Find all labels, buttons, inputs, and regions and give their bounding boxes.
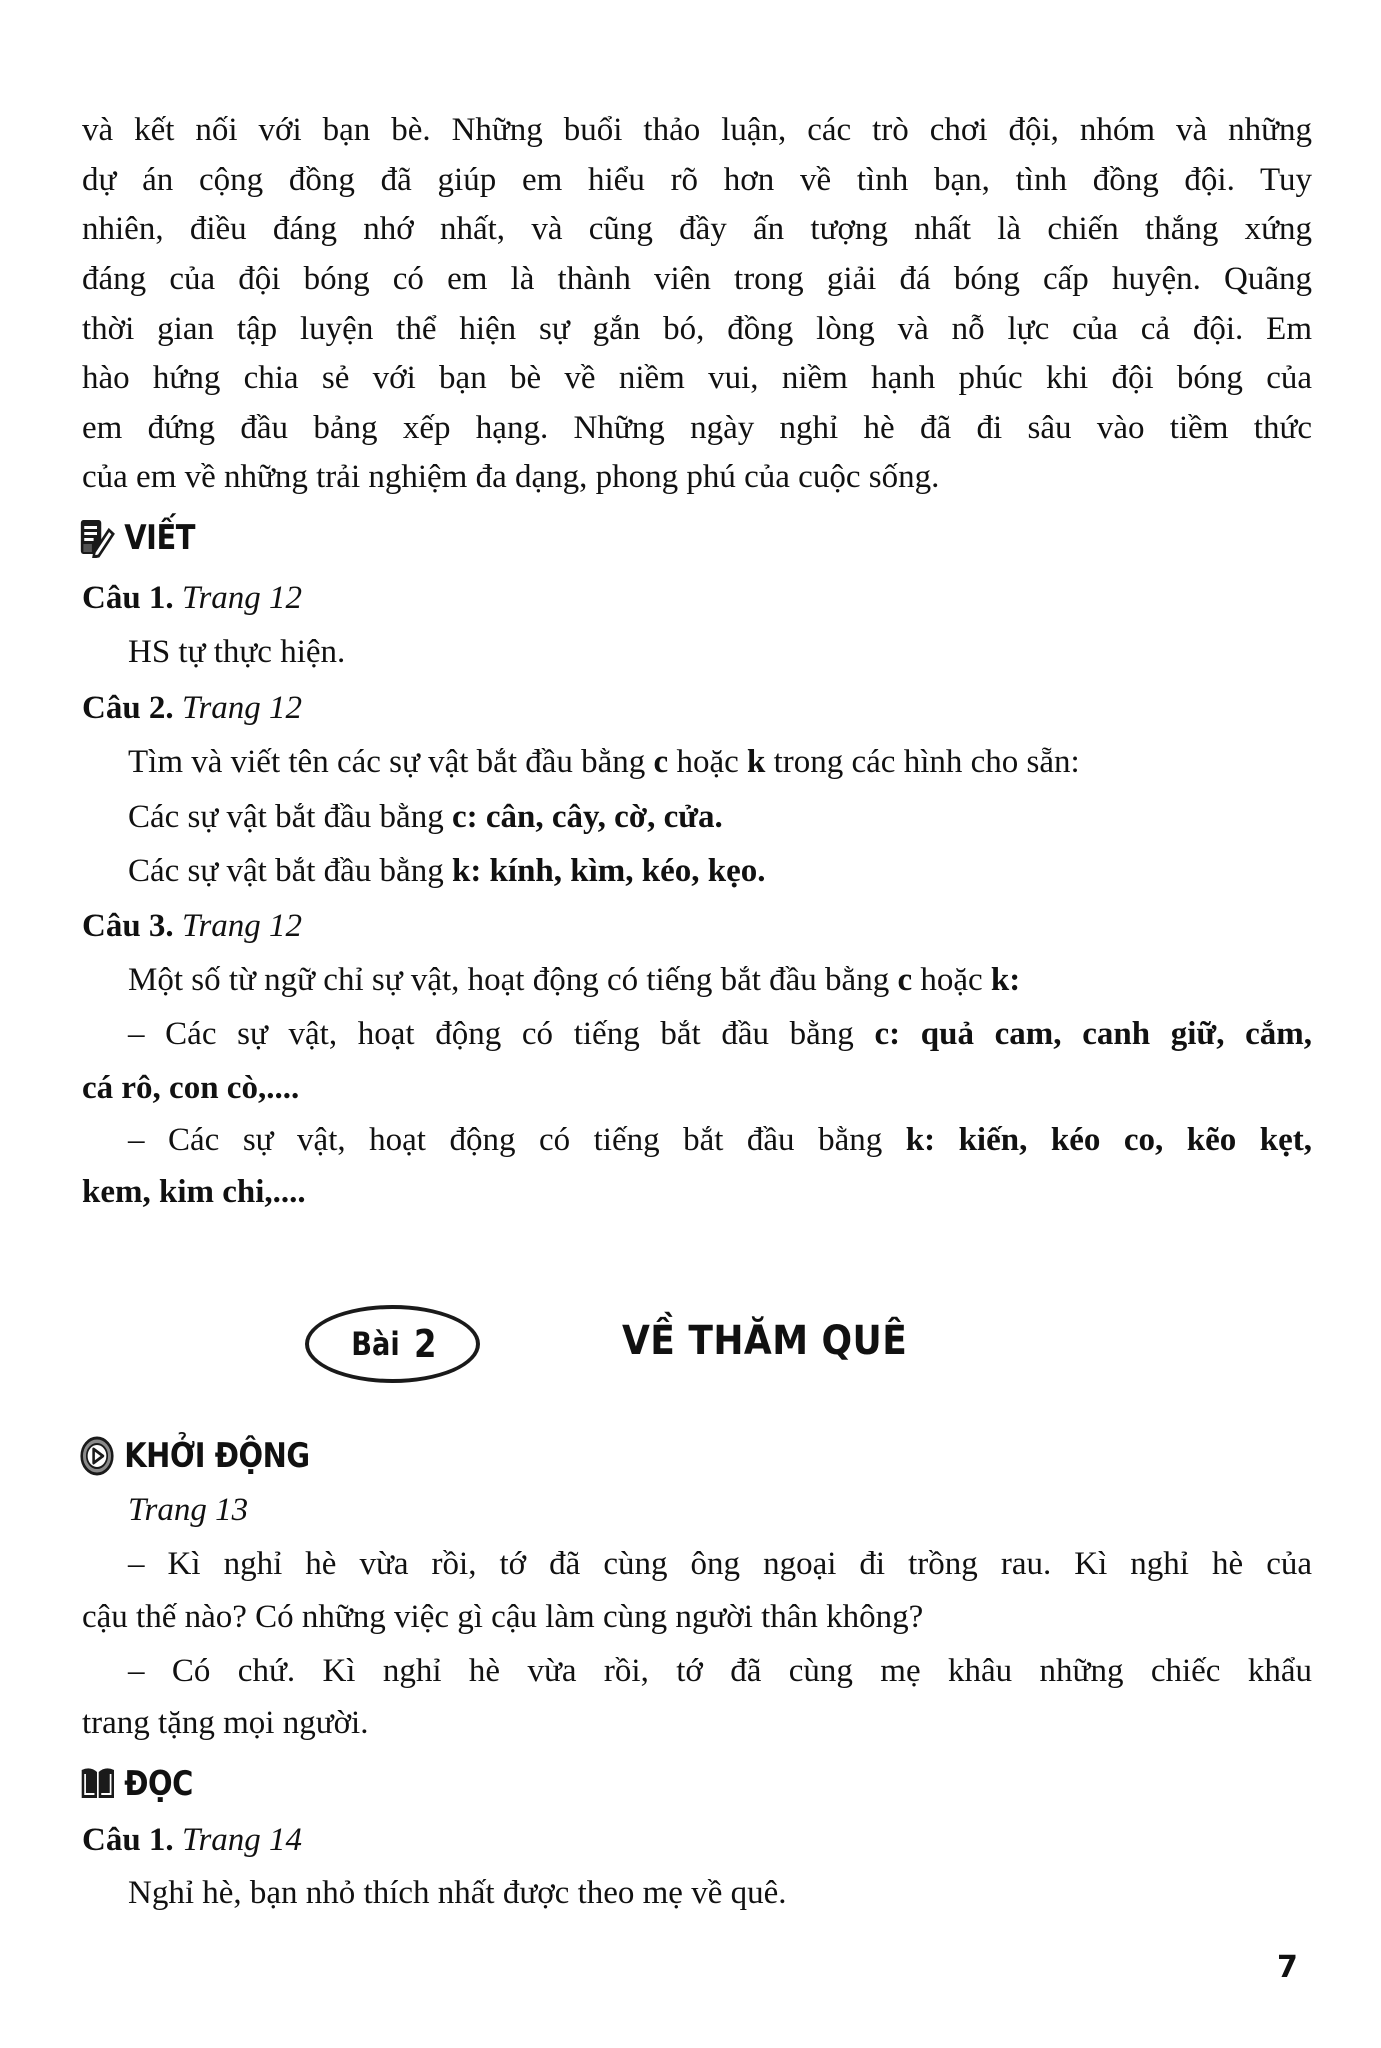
prompt-text: hoặc xyxy=(668,744,747,780)
answer-prefix: – Các sự vật, hoạt động có tiếng bắt đầu bằng xyxy=(128,1122,906,1158)
lesson-title: VỀ THĂM QUÊ xyxy=(622,1318,908,1364)
answer-list-continued: cá rô, con cò,.... xyxy=(82,1070,300,1106)
answer-text: HS tự thực hiện. xyxy=(128,634,346,670)
prompt-letter-k: k: xyxy=(990,962,1021,998)
question-prompt xyxy=(128,960,1312,1000)
question-header xyxy=(82,1820,1312,1860)
prompt-text: Tìm và viết tên các sự vật bắt đầu bằng xyxy=(128,744,654,780)
question-header xyxy=(82,688,1312,728)
question-header xyxy=(82,906,1312,946)
paragraph-line: em đứng đầu bảng xếp hạng. Những ngày nghỉ hè đã đi sâu vào tiềm thức xyxy=(82,410,1312,446)
answer-prefix: Các sự vật bắt đầu bằng xyxy=(128,853,452,889)
answer-list: k: kính, kìm, kéo, kẹo. xyxy=(451,853,766,889)
section-title: VIẾT xyxy=(124,518,196,558)
section-title: KHỞI ĐỘNG xyxy=(124,1436,310,1476)
question-header xyxy=(82,578,1312,618)
answer-c xyxy=(128,1014,1312,1054)
paragraph-line: đáng của đội bóng có em là thành viên trong giải đá bóng cấp huyện. Quãng xyxy=(82,261,1312,297)
prompt-text: hoặc xyxy=(912,962,991,998)
pencil-notebook-icon xyxy=(80,518,116,558)
paragraph-line: và kết nối với bạn bè. Những buổi thảo luận, các trò chơi đội, nhóm và những xyxy=(82,112,1312,148)
answer-k xyxy=(128,1120,1312,1160)
question-label: Câu 1. xyxy=(82,1822,174,1858)
question-page: Trang 14 xyxy=(181,1822,303,1858)
answer-list-continued: kem, kim chi,.... xyxy=(82,1174,306,1210)
dialogue-line: cậu thế nào? Có những việc gì cậu làm cùng người thân không? xyxy=(82,1599,924,1635)
paragraph-line: thời gian tập luyện thể hiện sự gắn bó, đồng lòng và nỗ lực của cả đội. Em xyxy=(82,311,1312,347)
paragraph-line: của em về những trải nghiệm đa dạng, phong phú của cuộc sống. xyxy=(82,459,940,495)
answer-list: k: kiến, kéo co, kẽo kẹt, xyxy=(905,1122,1312,1158)
answer-prefix: – Các sự vật, hoạt động có tiếng bắt đầu bằng xyxy=(128,1016,875,1052)
answer-text: Nghỉ hè, bạn nhỏ thích nhất được theo mẹ về quê. xyxy=(128,1875,787,1911)
page-reference: Trang 13 xyxy=(128,1492,249,1528)
prompt-letter-c: c xyxy=(653,744,669,780)
answer-list: c: cân, cây, cờ, cửa. xyxy=(451,799,723,835)
answer-prefix: Các sự vật bắt đầu bằng xyxy=(128,799,452,835)
section-heading-viet xyxy=(80,518,195,558)
answer-list: c: quả cam, canh giữ, cắm, xyxy=(874,1016,1312,1052)
answer-k xyxy=(128,851,1312,891)
question-label: Câu 2. xyxy=(82,690,174,726)
prompt-text: Một số từ ngữ chỉ sự vật, hoạt động có tiếng bắt đầu bằng xyxy=(128,962,898,998)
dialogue-line: – Kì nghỉ hè vừa rồi, tớ đã cùng ông ngoại đi trồng rau. Kì nghỉ hè của xyxy=(128,1546,1312,1582)
paragraph-line: dự án cộng đồng đã giúp em hiểu rõ hơn về tình bạn, tình đồng đội. Tuy xyxy=(82,162,1312,198)
question-label: Câu 3. xyxy=(82,908,174,944)
page-number: 7 xyxy=(1277,1950,1298,1985)
play-circle-icon xyxy=(80,1436,116,1476)
dialogue-line: trang tặng mọi người. xyxy=(82,1705,369,1741)
prompt-text: trong các hình cho sẵn: xyxy=(765,744,1080,780)
section-title: ĐỌC xyxy=(124,1764,193,1804)
question-prompt xyxy=(128,742,1312,782)
question-page: Trang 12 xyxy=(181,690,303,726)
paragraph-line: nhiên, điều đáng nhớ nhất, và cũng đầy ấn tượng nhất là chiến thắng xứng xyxy=(82,211,1312,247)
question-page: Trang 12 xyxy=(181,908,303,944)
lesson-badge-number: 2 xyxy=(413,1322,437,1366)
dialogue-line: – Có chứ. Kì nghỉ hè vừa rồi, tớ đã cùng mẹ khâu những chiếc khẩu xyxy=(128,1653,1312,1689)
lesson-badge xyxy=(305,1305,480,1383)
question-label: Câu 1. xyxy=(82,580,174,616)
prompt-letter-k: k xyxy=(747,744,766,780)
prompt-letter-c: c xyxy=(897,962,913,998)
paragraph-line: hào hứng chia sẻ với bạn bè về niềm vui, niềm hạnh phúc khi đội bóng của xyxy=(82,360,1312,396)
answer-c xyxy=(128,797,1312,837)
lesson-badge-word: Bài xyxy=(351,1325,400,1363)
open-book-icon xyxy=(80,1764,116,1804)
section-heading-doc xyxy=(80,1764,193,1804)
section-heading-khoi-dong xyxy=(80,1436,310,1476)
question-page: Trang 12 xyxy=(181,580,303,616)
